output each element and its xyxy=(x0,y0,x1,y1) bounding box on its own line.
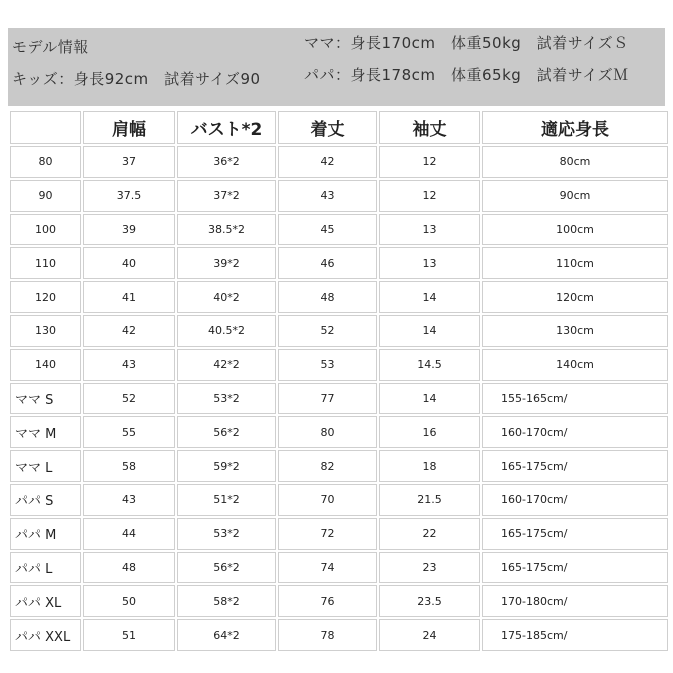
length-cell: 43 xyxy=(278,180,377,212)
fit-height-cell: 90cm xyxy=(482,180,668,212)
table-row xyxy=(10,416,668,448)
length-cell: 76 xyxy=(278,585,377,617)
length-cell: 78 xyxy=(278,619,377,651)
fit-height-cell: 110cm xyxy=(482,247,668,279)
table-row xyxy=(10,383,668,415)
model-info-title: モデル情報 xyxy=(12,38,89,56)
size-cell: パパ L xyxy=(10,552,81,584)
shoulder-cell: 42 xyxy=(83,315,175,347)
fit-height-cell: 100cm xyxy=(482,214,668,246)
header-fit-height: 適応身長 xyxy=(482,111,668,144)
table-row xyxy=(10,619,668,651)
sleeve-cell: 14.5 xyxy=(379,349,480,381)
shoulder-cell: 48 xyxy=(83,552,175,584)
table-row xyxy=(10,484,668,516)
size-cell: 80 xyxy=(10,146,81,178)
size-cell: ママ L xyxy=(10,450,81,482)
fit-height-cell: 165-175cm/ xyxy=(482,450,668,482)
header-bust: バスト*2 xyxy=(177,111,276,144)
sleeve-cell: 24 xyxy=(379,619,480,651)
shoulder-cell: 50 xyxy=(83,585,175,617)
size-cell: 140 xyxy=(10,349,81,381)
bust-cell: 59*2 xyxy=(177,450,276,482)
size-cell: 100 xyxy=(10,214,81,246)
size-cell: 110 xyxy=(10,247,81,279)
bust-cell: 40.5*2 xyxy=(177,315,276,347)
bust-cell: 37*2 xyxy=(177,180,276,212)
sleeve-cell: 12 xyxy=(379,146,480,178)
size-cell: パパ XXL xyxy=(10,619,81,651)
sleeve-cell: 22 xyxy=(379,518,480,550)
table-row xyxy=(10,349,668,381)
length-cell: 77 xyxy=(278,383,377,415)
bust-cell: 36*2 xyxy=(177,146,276,178)
size-chart-table xyxy=(8,109,670,653)
length-cell: 53 xyxy=(278,349,377,381)
length-cell: 74 xyxy=(278,552,377,584)
bust-cell: 56*2 xyxy=(177,416,276,448)
table-row xyxy=(10,214,668,246)
shoulder-cell: 39 xyxy=(83,214,175,246)
size-cell: パパ XL xyxy=(10,585,81,617)
size-cell: ママ S xyxy=(10,383,81,415)
fit-height-cell: 130cm xyxy=(482,315,668,347)
shoulder-cell: 58 xyxy=(83,450,175,482)
sleeve-cell: 21.5 xyxy=(379,484,480,516)
bust-cell: 39*2 xyxy=(177,247,276,279)
length-cell: 45 xyxy=(278,214,377,246)
bust-cell: 64*2 xyxy=(177,619,276,651)
length-cell: 70 xyxy=(278,484,377,516)
papa-model-info: パパ：身長178cm 体重65kg 試着サイズＭ xyxy=(304,66,629,84)
sleeve-cell: 23 xyxy=(379,552,480,584)
fit-height-cell: 140cm xyxy=(482,349,668,381)
length-cell: 42 xyxy=(278,146,377,178)
size-cell: 120 xyxy=(10,281,81,313)
bust-cell: 53*2 xyxy=(177,518,276,550)
fit-height-cell: 155-165cm/ xyxy=(482,383,668,415)
shoulder-cell: 43 xyxy=(83,484,175,516)
shoulder-cell: 52 xyxy=(83,383,175,415)
bust-cell: 53*2 xyxy=(177,383,276,415)
shoulder-cell: 37 xyxy=(83,146,175,178)
bust-cell: 58*2 xyxy=(177,585,276,617)
fit-height-cell: 175-185cm/ xyxy=(482,619,668,651)
fit-height-cell: 165-175cm/ xyxy=(482,518,668,550)
table-row xyxy=(10,585,668,617)
table-row xyxy=(10,450,668,482)
sleeve-cell: 13 xyxy=(379,214,480,246)
table-row xyxy=(10,180,668,212)
shoulder-cell: 37.5 xyxy=(83,180,175,212)
fit-height-cell: 160-170cm/ xyxy=(482,416,668,448)
bust-cell: 51*2 xyxy=(177,484,276,516)
kids-model-info: キッズ：身長92cm 試着サイズ90 xyxy=(12,70,261,88)
fit-height-cell: 160-170cm/ xyxy=(482,484,668,516)
bust-cell: 40*2 xyxy=(177,281,276,313)
length-cell: 46 xyxy=(278,247,377,279)
length-cell: 48 xyxy=(278,281,377,313)
mama-model-info: ママ：身長170cm 体重50kg 試着サイズＳ xyxy=(304,34,629,52)
length-cell: 52 xyxy=(278,315,377,347)
sleeve-cell: 14 xyxy=(379,383,480,415)
size-cell: 130 xyxy=(10,315,81,347)
fit-height-cell: 120cm xyxy=(482,281,668,313)
table-row xyxy=(10,281,668,313)
table-row xyxy=(10,315,668,347)
fit-height-cell: 80cm xyxy=(482,146,668,178)
shoulder-cell: 55 xyxy=(83,416,175,448)
bust-cell: 56*2 xyxy=(177,552,276,584)
sleeve-cell: 13 xyxy=(379,247,480,279)
length-cell: 72 xyxy=(278,518,377,550)
header-size xyxy=(10,111,81,144)
bust-cell: 38.5*2 xyxy=(177,214,276,246)
sleeve-cell: 14 xyxy=(379,281,480,313)
length-cell: 82 xyxy=(278,450,377,482)
sleeve-cell: 16 xyxy=(379,416,480,448)
bust-cell: 42*2 xyxy=(177,349,276,381)
shoulder-cell: 51 xyxy=(83,619,175,651)
header-shoulder: 肩幅 xyxy=(83,111,175,144)
table-row xyxy=(10,518,668,550)
table-row xyxy=(10,146,668,178)
shoulder-cell: 41 xyxy=(83,281,175,313)
header-sleeve: 袖丈 xyxy=(379,111,480,144)
table-body xyxy=(10,146,668,651)
size-cell: 90 xyxy=(10,180,81,212)
size-cell: パパ M xyxy=(10,518,81,550)
table-row xyxy=(10,247,668,279)
size-cell: パパ S xyxy=(10,484,81,516)
shoulder-cell: 40 xyxy=(83,247,175,279)
model-info-banner xyxy=(8,28,665,106)
header-length: 着丈 xyxy=(278,111,377,144)
length-cell: 80 xyxy=(278,416,377,448)
shoulder-cell: 44 xyxy=(83,518,175,550)
sleeve-cell: 14 xyxy=(379,315,480,347)
fit-height-cell: 165-175cm/ xyxy=(482,552,668,584)
sleeve-cell: 23.5 xyxy=(379,585,480,617)
size-cell: ママ M xyxy=(10,416,81,448)
table-header-row xyxy=(10,111,668,144)
sleeve-cell: 12 xyxy=(379,180,480,212)
fit-height-cell: 170-180cm/ xyxy=(482,585,668,617)
sleeve-cell: 18 xyxy=(379,450,480,482)
shoulder-cell: 43 xyxy=(83,349,175,381)
table-row xyxy=(10,552,668,584)
